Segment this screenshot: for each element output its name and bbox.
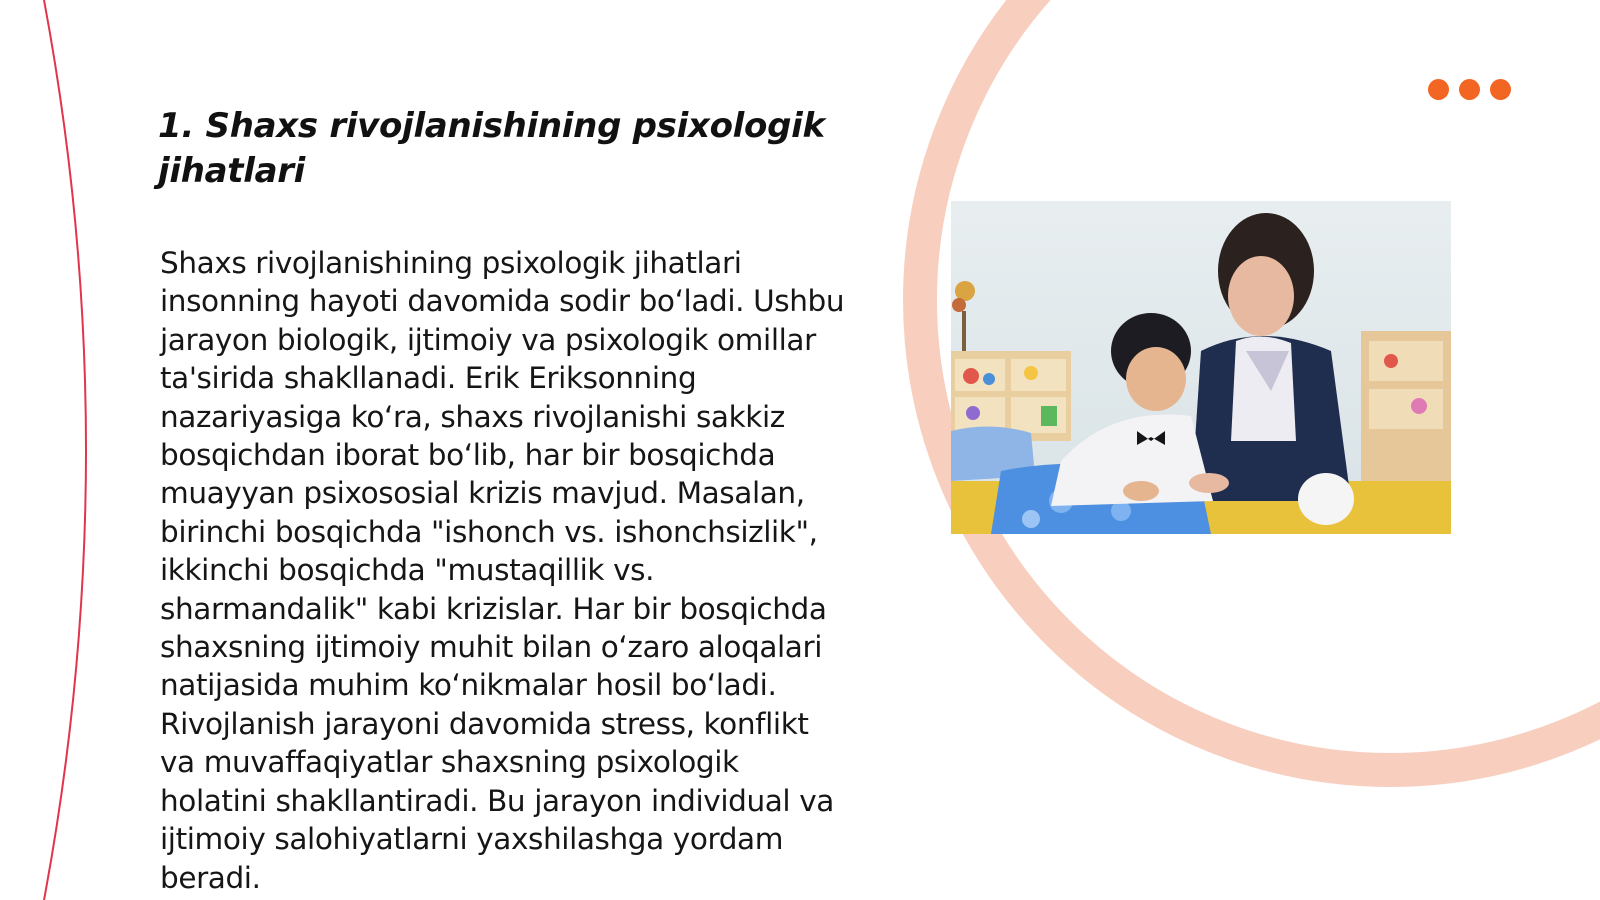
dot-1 bbox=[1428, 79, 1449, 100]
left-red-arc bbox=[44, 0, 86, 900]
slide-body-text: Shaxs rivojlanishining psixologik jihatlari insonning hayoti davomida sodir bo‘ladi. Ushbu jarayon biologik, ijtimoiy va psixologik omillar ta'sirida shakllanadi. Erik Eriksonning nazariyasiga ko‘ra, shaxs rivojlanishi sakkiz bosqichdan iborat bo‘lib, har bir bosqichda muayyan psixososial krizis mavjud. Masalan, birinchi bosqichda "ishonch vs. ishonchsizlik", ikkinchi bosqichda "mustaqillik vs. sharmandalik" kabi krizislar. Har bir bosqichda shaxsning ijtimoiy muhit bilan o‘zaro aloqalari natijasida muhim ko‘nikmalar hosil bo‘ladi. Rivojlanish jarayoni davomida stress, konflikt va muvaffaqiyatlar shaxsning psixologik holatini shakllantiradi. Bu jarayon individual va ijtimoiy salohiyatlarni yaxshilashga yordam beradi. bbox=[160, 246, 845, 895]
three-dots-icon bbox=[1428, 79, 1514, 101]
teacher-child-photo bbox=[951, 201, 1451, 534]
dot-3 bbox=[1490, 79, 1511, 100]
dot-2 bbox=[1459, 79, 1480, 100]
slide-title: 1. Shaxs rivojlanishining psixologik jihatlari bbox=[158, 106, 825, 191]
